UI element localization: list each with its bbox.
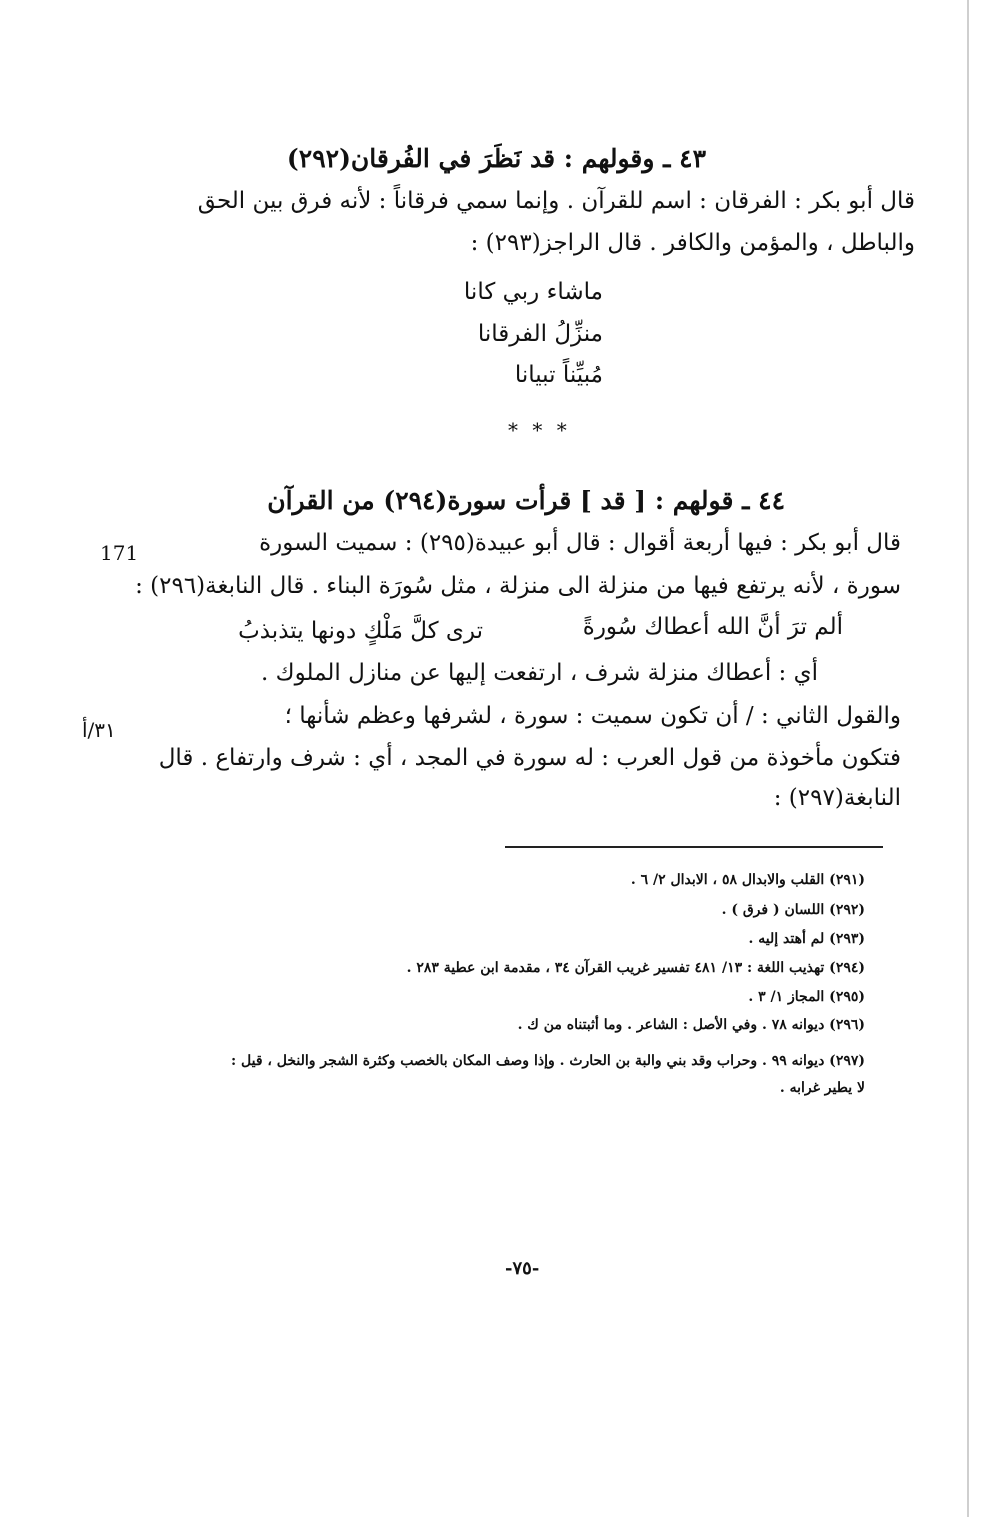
footnote-296: (٢٩٦) ديوانه ٧٨ . وفي الأصل : الشاعر . وما أثبتناه من ك . <box>517 1017 865 1033</box>
section-43-line-1: قال أبو بكر : الفرقان : اسم للقرآن . وإنما سمي فرقاناً : لأنه فرق بين الحق <box>197 188 915 214</box>
section-43-heading: ٤٣ ـ وقولهم : قد نَظَرَ في الفُرقان(٢٩٢) <box>286 144 706 173</box>
section-44-line-4: فتكون مأخوذة من قول العرب : له سورة في المجد ، أي : شرف وارتفاع . قال <box>158 745 901 771</box>
scan-edge-line <box>967 0 969 1517</box>
section-44-heading: ٤٤ ـ قولهم : [ قد ] قرأت سورة(٢٩٤) من القرآن <box>267 486 785 515</box>
footnote-separator-rule <box>505 846 883 848</box>
footnote-297-continuation: لا يطير غرابه . <box>779 1080 865 1096</box>
section-44-line-2: سورة ، لأنه يرتفع فيها من منزلة الى منزلة ، مثل سُورَة البناء . قال النابغة(٢٩٦) : <box>135 573 901 599</box>
verse-line-2: منزِّلُ الفرقانا <box>477 321 603 347</box>
margin-note-folio-171: 171 <box>100 541 139 565</box>
verse-line-3: مُبيِّناً تبيانا <box>514 362 603 388</box>
verse-first-hemistich: ألم ترَ أنَّ الله أعطاك سُورةً <box>582 614 843 640</box>
verse-line-1: ماشاء ربي كانا <box>463 279 603 305</box>
footnote-295: (٢٩٥) المجاز ١/ ٣ . <box>748 989 865 1005</box>
section-44-line-3: والقول الثاني : / أن تكون سميت : سورة ، لشرفها وعظم شأنها ؛ <box>284 703 901 729</box>
section-separator: * * * <box>508 418 571 442</box>
footnote-297: (٢٩٧) ديوانه ٩٩ . وحراب وقد بني والبة بن الحارث . وإذا وصف المكان بالخصب وكثرة الشجر والنخل ، قيل : <box>230 1053 865 1069</box>
section-43-line-2: والباطل ، والمؤمن والكافر . قال الراجز(٢٩٣) : <box>470 230 915 256</box>
footnote-291: (٢٩١) القلب والابدال ٥٨ ، الابدال ٢/ ٦ . <box>630 872 865 888</box>
footnote-294: (٢٩٤) تهذيب اللغة : ١٣/ ٤٨١ تفسير غريب القرآن ٣٤ ، مقدمة ابن عطية ٢٨٣ . <box>406 960 865 976</box>
verse-second-hemistich: ترى كلَّ مَلْكٍ دونها يتذبذبُ <box>238 618 483 644</box>
verse-explanation: أي : أعطاك منزلة شرف ، ارتفعت إليها عن منازل الملوك . <box>261 660 818 686</box>
page-number: -٧٥- <box>505 1258 540 1279</box>
footnote-292: (٢٩٢) اللسان ( فرق ) . <box>721 902 865 918</box>
section-44-line-5: النابغة(٢٩٧) : <box>773 785 901 811</box>
footnote-293: (٢٩٣) لم أهتد إليه . <box>748 931 865 947</box>
section-44-line-1: قال أبو بكر : فيها أربعة أقوال : قال أبو عبيدة(٢٩٥) : سميت السورة <box>259 530 901 556</box>
margin-note-folio-31a: ٣١/أ <box>82 718 116 742</box>
